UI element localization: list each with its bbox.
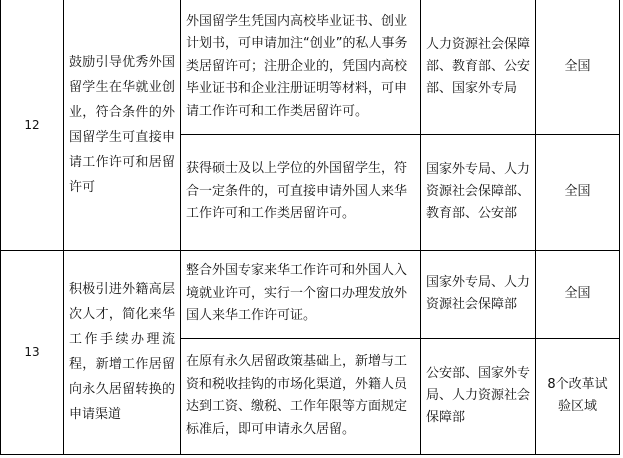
responsible-departments: 人力资源社会保障部、教育部、公安部、国家外专局 [421, 0, 536, 134]
table-row [1, 0, 620, 134]
measure-content: 外国留学生凭国内高校毕业证书、创业计划书，可申请加注“创业”的私人事务类居留许可；注册企业的，凭国内高校毕业证书和企业注册证明等材料，可申请工作许可和工作类居留许可。 [181, 0, 421, 134]
measure-content: 在原有永久居留政策基础上，新增与工资和税收挂钩的市场化渠道，外籍人员达到工资、缴税、工作年限等方面规定标准后，即可申请永久居留。 [181, 338, 421, 454]
responsible-departments: 公安部、国家外专局、人力资源社会保障部 [421, 338, 536, 454]
policy-measure: 鼓励引导优秀外国留学生在华就业创业，符合条件的外国留学生可直接申请工作许可和居留许可 [64, 0, 181, 250]
policy-measure: 积极引进外籍高层次人才，简化来华工作手续办理流程，新增工作居留向永久居留转换的申请渠道 [64, 250, 181, 454]
measure-content: 整合外国专家来华工作许可和外国人入境就业许可，实行一个窗口办理发放外国人来华工作许可证。 [181, 250, 421, 338]
implementation-scope: 全国 [536, 134, 620, 250]
table-row [1, 250, 620, 338]
implementation-scope: 全国 [536, 0, 620, 134]
responsible-departments: 国家外专局、人力资源社会保障部、教育部、公安部 [421, 134, 536, 250]
responsible-departments: 国家外专局、人力资源社会保障部 [421, 250, 536, 338]
row-number: 13 [1, 250, 64, 454]
implementation-scope: 8个改革试验区域 [536, 338, 620, 454]
implementation-scope: 全国 [536, 250, 620, 338]
measure-content: 获得硕士及以上学位的外国留学生，符合一定条件的，可直接申请外国人来华工作许可和工作类居留许可。 [181, 134, 421, 250]
row-number: 12 [1, 0, 64, 250]
